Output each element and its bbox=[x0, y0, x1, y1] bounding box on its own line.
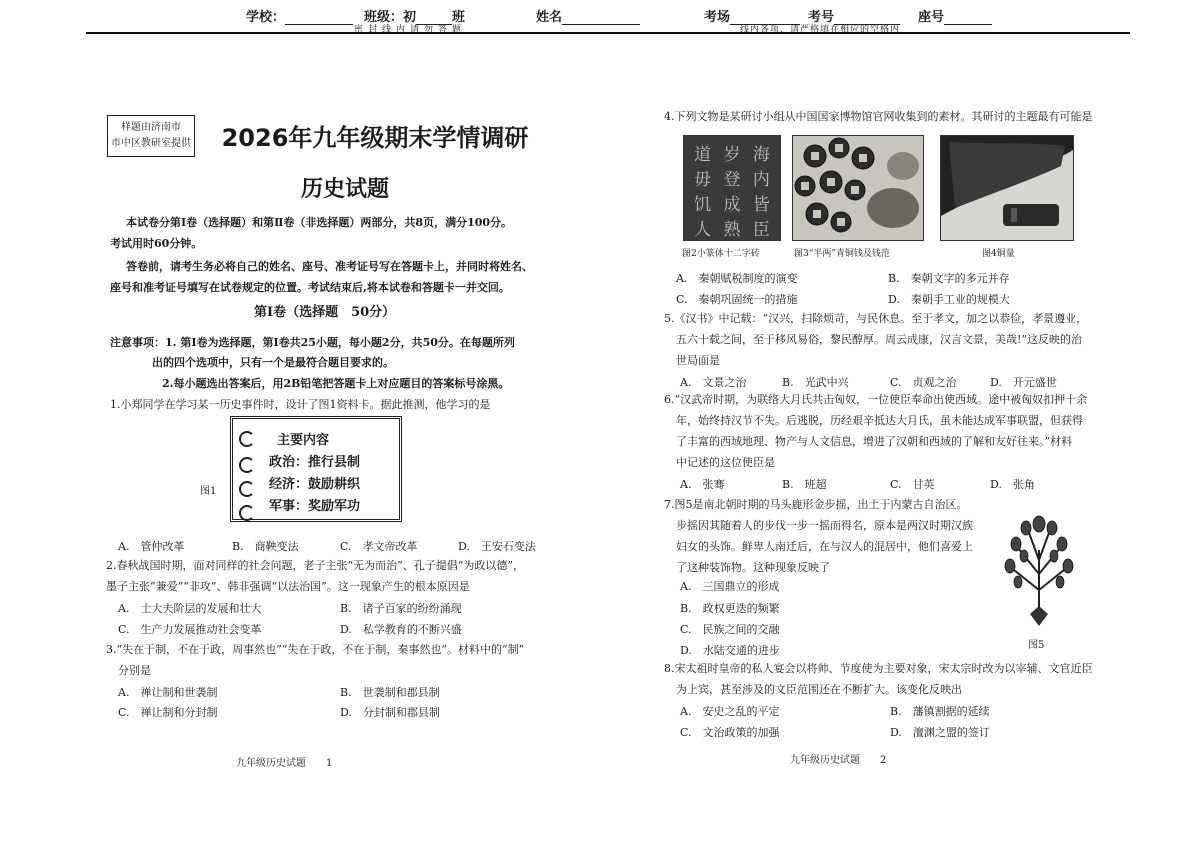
brick-seal-character: 熟 bbox=[723, 220, 741, 240]
figure-2-caption: 图2小篆体十二字砖 bbox=[682, 249, 760, 259]
school-blank[interactable] bbox=[285, 9, 353, 25]
q6-option-b[interactable]: B. 班超 bbox=[782, 478, 827, 491]
q7-option-a[interactable]: A. 三国鼎立的形成 bbox=[680, 580, 780, 593]
question-5-stem-2: 五六十载之间，至于移风易俗，黎民醇厚。周云成康，汉言文景，美哉!”这反映的治 bbox=[676, 333, 1083, 346]
question-2-stem-1: 2.春秋战国时期，面对同样的社会问题，老子主张“无为而治”、孔子提倡“为政以德”， bbox=[106, 559, 524, 572]
figure-3-coin-image bbox=[792, 135, 924, 241]
card-line-economy: 经济：鼓励耕织 bbox=[269, 477, 361, 492]
brick-seal-character: 海 bbox=[752, 145, 770, 165]
notice-line-1: 注意事项：1. 第Ⅰ卷为选择题，第Ⅰ卷共25小题，每小题2分，共50分。在每题所列 bbox=[110, 336, 515, 349]
figure-4-caption: 图4铜量 bbox=[982, 249, 1015, 259]
binder-ring-icon bbox=[239, 457, 255, 473]
seal-line bbox=[86, 32, 1130, 34]
brick-seal-character: 饥 bbox=[694, 195, 712, 215]
question-7-stem-4: 了这种装饰物。这种现象反映了 bbox=[676, 561, 830, 574]
binder-ring-icon bbox=[239, 431, 255, 447]
class-label: 班级： bbox=[364, 10, 404, 25]
seat-label: 座号 bbox=[918, 10, 945, 25]
question-6-stem-3: 了丰富的西域地理、物产与人文信息，增进了汉朝和西域的了解和友好往来。”材料 bbox=[676, 435, 1073, 448]
brick-seal-character: 内 bbox=[752, 170, 770, 190]
stamp-line-2: 市中区教研室提供 bbox=[111, 138, 191, 149]
binder-ring-icon bbox=[239, 505, 255, 521]
q3-option-b[interactable]: B. 世袭制和郡县制 bbox=[340, 686, 440, 699]
question-6-stem-1: 6.“汉武帝时期，为联络大月氏共击匈奴，一位使臣奉命出使西域。途中被匈奴扣押十余 bbox=[664, 393, 1088, 406]
question-7-stem-2: 步摇因其随着人的步伐一步一摇而得名，原本是两汉时期汉族 bbox=[676, 519, 973, 532]
q8-option-a[interactable]: A. 安史之乱的平定 bbox=[680, 705, 780, 718]
brick-seal-character: 毋 bbox=[694, 170, 712, 190]
page-1-footer: 九年级历史试题 1 bbox=[236, 758, 333, 769]
figure-4-bronze-measure-image bbox=[940, 135, 1074, 241]
question-7-stem-1: 7.图5是南北朝时期的马头鹿形金步摇，出土于内蒙古自治区。 bbox=[664, 498, 968, 511]
name-label: 姓名 bbox=[536, 10, 563, 25]
question-3-stem-1: 3.“失在于制，不在于政，周事然也”“失在于政，不在于制，秦事然也”。材料中的“制” bbox=[106, 643, 525, 656]
q7-option-d[interactable]: D. 水陆交通的进步 bbox=[680, 644, 780, 657]
name-field[interactable] bbox=[536, 6, 640, 25]
q3-option-d[interactable]: D. 分封制和郡县制 bbox=[340, 706, 440, 719]
seal-note-right: 线内各项，请严格填在相应的空格内 bbox=[740, 25, 901, 35]
question-6-stem-2: 年，始终持汉节不失。后逃脱，历经艰辛抵达大月氏，虽未能达成军事联盟，但获得 bbox=[676, 414, 1083, 427]
q5-option-d[interactable]: D. 开元盛世 bbox=[990, 376, 1057, 389]
q8-option-d[interactable]: D. 澶渊之盟的签订 bbox=[890, 726, 990, 739]
q2-option-d[interactable]: D. 私学教育的不断兴盛 bbox=[340, 623, 462, 636]
figure-2-brick-image bbox=[683, 135, 781, 241]
brick-seal-character: 道 bbox=[694, 145, 712, 165]
notice-line-3: 2.每小题选出答案后，用2B铅笔把答题卡上对应题目的答案标号涂黑。 bbox=[162, 377, 510, 390]
q5-option-b[interactable]: B. 光武中兴 bbox=[782, 376, 849, 389]
figure-5-gold-buyao-image bbox=[994, 510, 1084, 628]
q3-option-c[interactable]: C. 禅让制和分封制 bbox=[118, 706, 218, 719]
q4-option-a[interactable]: A. 秦朝赋税制度的演变 bbox=[676, 272, 798, 285]
q4-option-d[interactable]: D. 秦朝手工业的规模大 bbox=[888, 293, 1010, 306]
q8-option-b[interactable]: B. 藩镇割据的延续 bbox=[890, 705, 990, 718]
question-5-stem-1: 5.《汉书》中记载：“汉兴，扫除烦苛，与民休息。至于孝文，加之以恭俭，孝景遵业， bbox=[664, 312, 1088, 325]
brick-seal-character: 成 bbox=[723, 195, 741, 215]
card-title: 主要内容 bbox=[277, 433, 330, 448]
brick-seal-character: 皆 bbox=[752, 195, 770, 215]
q1-option-c[interactable]: C. 孝文帝改革 bbox=[340, 540, 418, 553]
card-line-military: 军事：奖励军功 bbox=[269, 499, 361, 514]
seat-blank[interactable] bbox=[944, 9, 992, 25]
q5-option-c[interactable]: C. 贞观之治 bbox=[890, 376, 957, 389]
q6-option-a[interactable]: A. 张骞 bbox=[680, 478, 725, 491]
q3-option-a[interactable]: A. 禅让制和世袭制 bbox=[118, 686, 218, 699]
data-card-figure-1 bbox=[230, 416, 402, 522]
section-heading: 第Ⅰ卷（选择题 50分） bbox=[254, 305, 396, 320]
seat-field[interactable] bbox=[918, 6, 992, 25]
card-line-politics: 政治：推行县制 bbox=[269, 455, 361, 470]
exam-title: 2026年九年级期末学情调研 bbox=[221, 124, 529, 152]
notice-line-2: 出的四个选项中，只有一个是最符合题目要求的。 bbox=[152, 356, 394, 369]
seal-note-left: 密封线内请勿答题 bbox=[354, 25, 467, 35]
q2-option-c[interactable]: C. 生产力发展推动社会变革 bbox=[118, 623, 262, 636]
class-mid: 初 bbox=[403, 10, 417, 25]
question-8-stem-1: 8.宋太祖时皇帝的私人宴会以将帅、节度使为主要对象，宋太宗时改为以宰辅、文官近臣 bbox=[664, 662, 1093, 675]
q1-option-a[interactable]: A. 管仲改革 bbox=[118, 540, 185, 553]
q5-option-a[interactable]: A. 文景之治 bbox=[680, 376, 747, 389]
q4-option-b[interactable]: B. 秦朝文字的多元并存 bbox=[888, 272, 1010, 285]
question-8-stem-2: 为上宾，甚至涉及的文臣范围还在不断扩大。该变化反映出 bbox=[676, 683, 962, 696]
intro-line-3: 答卷前，请考生务必将自己的姓名、座号、准考证号写在答题卡上，并同时将姓名、 bbox=[126, 260, 533, 273]
room-label: 考场 bbox=[704, 10, 731, 25]
question-6-stem-4: 中记述的这位使臣是 bbox=[676, 456, 775, 469]
q8-option-c[interactable]: C. 文治政策的加强 bbox=[680, 726, 780, 739]
question-2-stem-2: 墨子主张“兼爱”“非攻”、韩非强调“以法治国”。这一现象产生的根本原因是 bbox=[106, 580, 470, 593]
intro-line-2: 考试用时60分钟。 bbox=[110, 237, 203, 250]
school-field[interactable] bbox=[246, 6, 353, 25]
page-2-footer: 九年级历史试题 2 bbox=[790, 755, 887, 766]
stamp-line-1: 样题由济南市 bbox=[121, 122, 181, 133]
brick-seal-character: 登 bbox=[723, 170, 741, 190]
q7-option-b[interactable]: B. 政权更迭的频繁 bbox=[680, 602, 780, 615]
binder-ring-icon bbox=[239, 481, 255, 497]
q2-option-b[interactable]: B. 诸子百家的纷纷涌现 bbox=[340, 602, 462, 615]
brick-seal-character: 臣 bbox=[752, 220, 770, 240]
q7-option-c[interactable]: C. 民族之间的交融 bbox=[680, 623, 780, 636]
question-3-stem-2: 分别是 bbox=[118, 664, 151, 677]
brick-seal-character: 岁 bbox=[723, 145, 741, 165]
exam-subtitle: 历史试题 bbox=[300, 177, 389, 202]
intro-line-1: 本试卷分第Ⅰ卷（选择题）和第Ⅱ卷（非选择题）两部分，共8页，满分100分。 bbox=[126, 216, 513, 229]
q1-option-b[interactable]: B. 商鞅变法 bbox=[232, 540, 299, 553]
q6-option-d[interactable]: D. 张角 bbox=[990, 478, 1035, 491]
q2-option-a[interactable]: A. 士大夫阶层的发展和壮大 bbox=[118, 602, 262, 615]
class-suffix: 班 bbox=[452, 10, 466, 25]
figure-3-caption: 图3“半两”青铜钱及钱范 bbox=[794, 249, 890, 259]
intro-line-4: 座号和准考证号填写在试卷规定的位置。考试结束后,将本试卷和答题卡一并交回。 bbox=[110, 281, 510, 294]
question-5-stem-3: 世局面是 bbox=[676, 354, 720, 367]
figure-5-caption: 图5 bbox=[1028, 640, 1045, 651]
question-1-stem: 1.小郑同学在学习某一历史事件时，设计了图1资料卡。据此推测，他学习的是 bbox=[110, 398, 491, 411]
exam-no-label: 考号 bbox=[808, 10, 835, 25]
brick-seal-character: 人 bbox=[694, 220, 712, 240]
q6-option-c[interactable]: C. 甘英 bbox=[890, 478, 935, 491]
question-4-stem: 4.下列文物是某研讨小组从中国国家博物馆官网收集到的素材。其研讨的主题最有可能是 bbox=[664, 110, 1093, 123]
q1-option-d[interactable]: D. 王安石变法 bbox=[458, 540, 536, 553]
school-label: 学校： bbox=[246, 10, 286, 25]
figure-1-caption: 图1 bbox=[200, 486, 217, 497]
question-7-stem-3: 妇女的头饰。鲜卑人南迁后，在与汉人的混居中，他们喜爱上 bbox=[676, 540, 973, 553]
q4-option-c[interactable]: C. 秦朝巩固统一的措施 bbox=[676, 293, 798, 306]
name-blank[interactable] bbox=[562, 9, 640, 25]
source-stamp bbox=[107, 115, 195, 157]
